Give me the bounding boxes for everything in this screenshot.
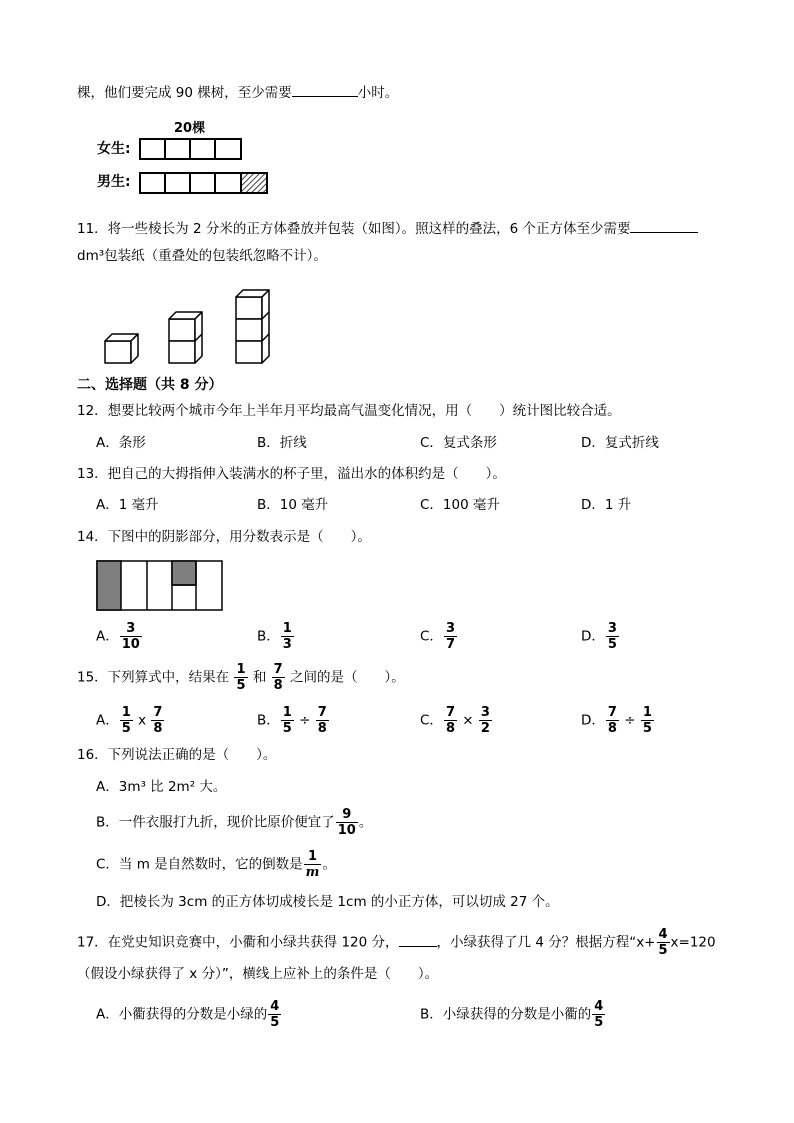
q11-text2: 包装纸（重叠处的包装纸忽略不计）。 <box>104 248 327 264</box>
q16-option-b[interactable]: B．一件衣服打九折，现价比原价便宜了 $\frac{9}{10}$ 。 <box>96 807 373 838</box>
q17-option-a[interactable]: A．小衢获得的分数是小绿的 $\frac{4}{5}$ <box>96 999 280 1030</box>
q10-after: 小时。 <box>357 85 399 101</box>
q14-option-d[interactable]: D． $\frac{3}{5}$ <box>581 621 617 652</box>
q13-option-b[interactable]: B．10 毫升 <box>257 497 329 513</box>
q15-fraction-upper: $\frac{7}{8}$ <box>273 662 283 693</box>
stack-1-cube <box>105 334 138 363</box>
q17-line2: （假设小绿获得了 x 分）”，横线上应补上的条件是（ ）。 <box>77 966 439 982</box>
q12-option-a[interactable]: A．条形 <box>96 435 146 451</box>
q16-option-d[interactable]: D．把棱长为 3cm 的正方体切成棱长是 1cm 的小正方体，可以切成 27 个。 <box>96 894 559 910</box>
q12-option-c[interactable]: C．复式条形 <box>420 435 497 451</box>
q10-line <box>77 84 398 101</box>
q12-option-d[interactable]: D．复式折线 <box>581 435 659 451</box>
q10-top-label: 20棵 <box>174 121 206 136</box>
q17-stem: 17．在党史知识竞赛中，小衢和小绿共获得 120 分， ，小绿获得了几 4 分？根据方程“x+ $\frac{4}{5}$ x=120 <box>77 927 716 958</box>
q11-line2 <box>77 250 327 264</box>
q17-blank[interactable] <box>399 934 437 947</box>
q10-boys-label: 男生: <box>97 174 131 190</box>
boys-bar <box>140 173 267 193</box>
q15-option-a[interactable]: A． $\frac{1}{5}$ x $\frac{7}{8}$ <box>96 705 163 736</box>
q10-bar-diagram <box>138 136 270 196</box>
q14-option-a[interactable]: A． $\frac{3}{10}$ <box>96 621 140 652</box>
q10-girls-label: 女生: <box>97 141 131 157</box>
q11-text: 11．将一些棱长为 2 分米的正方体叠放并包装（如图）。照这样的叠法，6 个正方体至少需要 <box>77 221 631 237</box>
q14-stem: 14．下图中的阴影部分，用分数表示是（ ）。 <box>77 529 371 545</box>
q14-shaded-rectangle <box>96 560 224 612</box>
girls-bar <box>140 139 241 159</box>
q10-text: 棵，他们要完成 90 棵树，至少需要 <box>77 85 292 101</box>
q15-option-d[interactable]: D． $\frac{7}{8}$ ÷ $\frac{1}{5}$ <box>581 705 652 736</box>
q13-option-c[interactable]: C．100 毫升 <box>420 497 500 513</box>
q16-stem: 16．下列说法正确的是（ ）。 <box>77 747 277 763</box>
q11-cubes-figure <box>100 285 280 367</box>
q14-option-c[interactable]: C． $\frac{3}{7}$ <box>420 621 455 652</box>
q15-option-c[interactable]: C． $\frac{7}{8}$ × $\frac{3}{2}$ <box>420 705 490 736</box>
q15-option-b[interactable]: B． $\frac{1}{5}$ ÷ $\frac{7}{8}$ <box>257 705 327 736</box>
q12-stem: 12．想要比较两个城市今年上半年月平均最高气温变化情况，用（ ）统计图比较合适。 <box>77 403 621 419</box>
q10-answer-blank[interactable] <box>292 84 358 97</box>
stack-2-cubes <box>169 312 202 363</box>
stack-3-cubes <box>236 290 269 363</box>
q15-stem: 15．下列算式中，结果在 $\frac{1}{5}$ 和 $\frac{7}{8}$ 之间的是（ ）。 <box>77 662 405 693</box>
q12-option-b[interactable]: B．折线 <box>257 435 307 451</box>
q13-option-a[interactable]: A．1 毫升 <box>96 497 159 513</box>
q16-option-a[interactable]: A．3m³ 比 2m² 大。 <box>96 779 227 795</box>
q11-answer-blank[interactable] <box>630 220 698 233</box>
q15-fraction-lower: $\frac{1}{5}$ <box>236 662 246 693</box>
q16-option-c[interactable]: C．当 m 是自然数时，它的倒数是 $\frac{1}{m}$ 。 <box>96 849 336 880</box>
q13-stem: 13．把自己的大拇指伸入装满水的杯子里，溢出水的体积约是（ ）。 <box>77 466 506 482</box>
q13-option-d[interactable]: D．1 升 <box>581 497 632 513</box>
q14-option-b[interactable]: B． $\frac{1}{3}$ <box>257 621 292 652</box>
q17-option-b[interactable]: B．小绿获得的分数是小衢的 $\frac{4}{5}$ <box>420 999 604 1030</box>
section-title: 二、选择题（共 8 分） <box>77 377 223 393</box>
q11-line1 <box>77 220 698 237</box>
q11-unit: dm³ <box>77 248 105 264</box>
